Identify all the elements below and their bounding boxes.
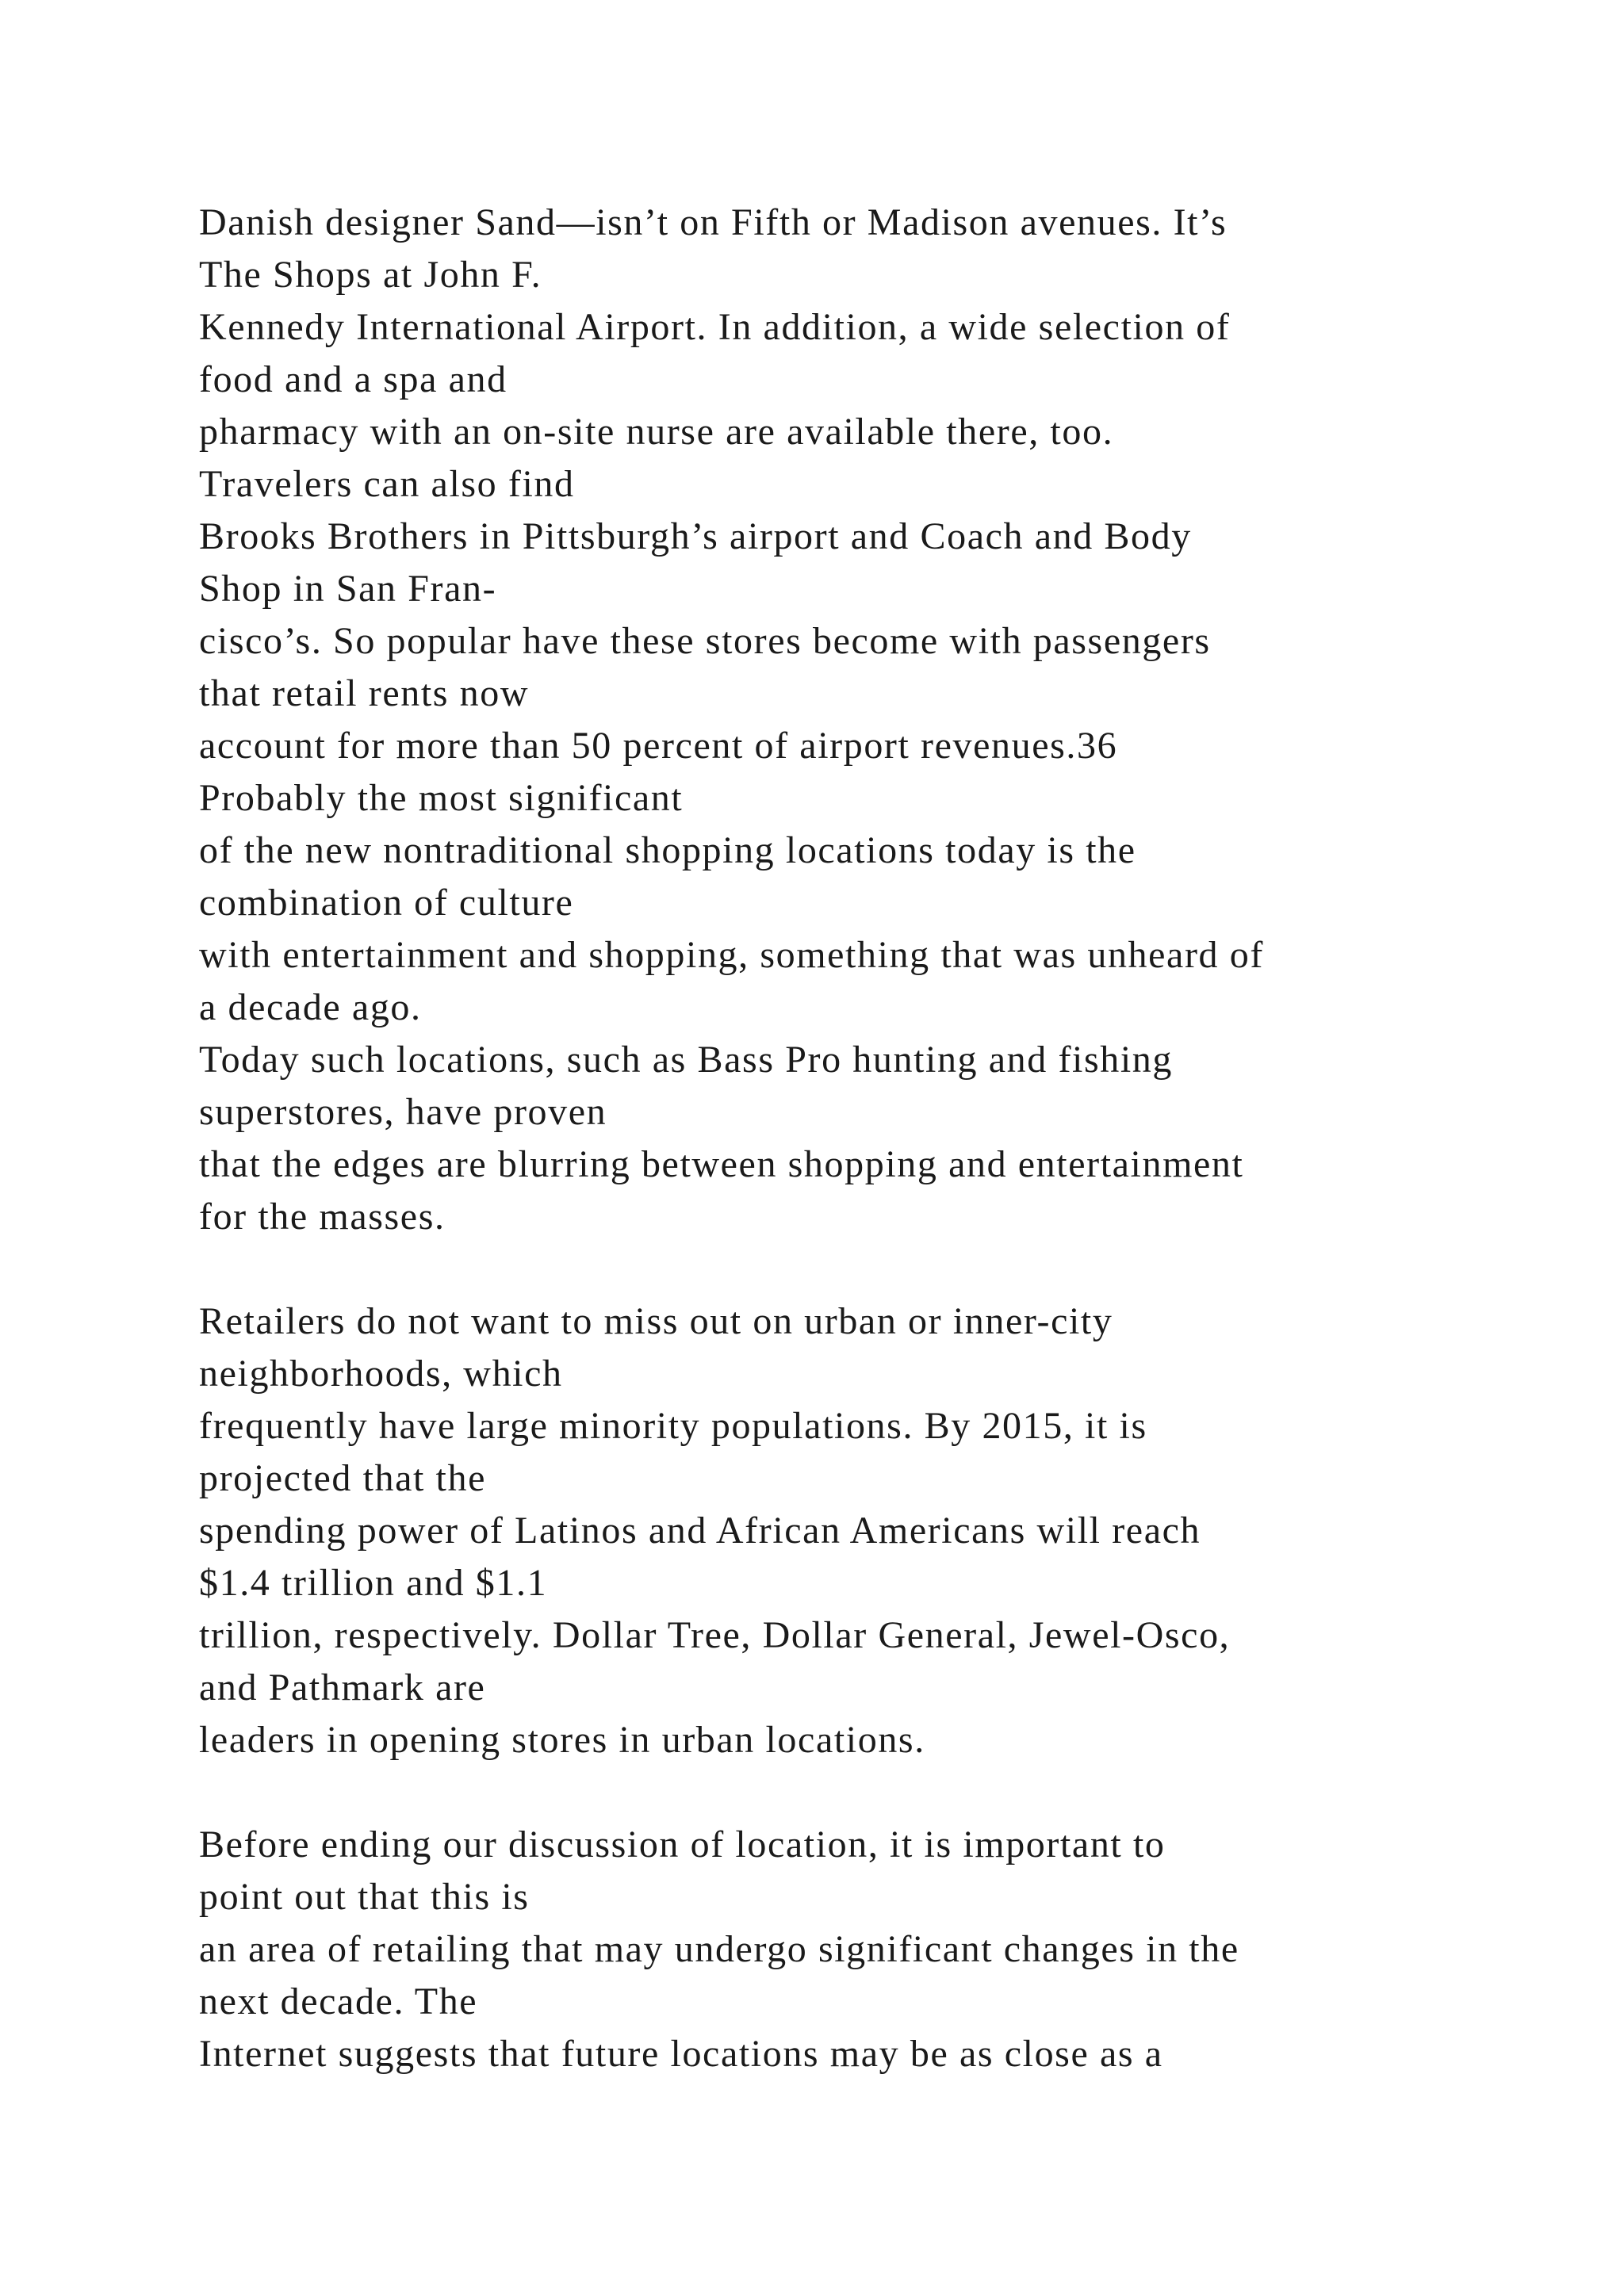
text-line: Kennedy International Airport. In addition, a wide selection of — [199, 306, 1231, 348]
text-line: Travelers can also find — [199, 463, 575, 505]
text-line: point out that this is — [199, 1876, 530, 1918]
paragraph-spacer — [199, 1766, 1500, 1819]
text-line: of the new nontraditional shopping locations today is the — [199, 829, 1136, 871]
text-line: spending power of Latinos and African Americans will reach — [199, 1510, 1201, 1552]
text-line: projected that the — [199, 1457, 486, 1499]
text-line: a decade ago. — [199, 986, 422, 1028]
text-line: Internet suggests that future locations may be as close as a — [199, 2033, 1163, 2075]
text-line: for the masses. — [199, 1196, 446, 1238]
text-line: Before ending our discussion of location, it is important to — [199, 1823, 1166, 1866]
text-line: and Pathmark are — [199, 1667, 486, 1709]
text-line: Shop in San Fran- — [199, 568, 497, 610]
text-line: Retailers do not want to miss out on urban or inner-city — [199, 1300, 1113, 1342]
text-line: next decade. The — [199, 1980, 478, 2022]
text-line: an area of retailing that may undergo significant changes in the — [199, 1928, 1239, 1970]
text-line: Brooks Brothers in Pittsburgh’s airport and Coach and Body — [199, 515, 1192, 557]
text-line: Probably the most significant — [199, 777, 684, 819]
text-line: that retail rents now — [199, 672, 530, 714]
text-line: Today such locations, such as Bass Pro hunting and fishing — [199, 1039, 1173, 1081]
text-line: The Shops at John F. — [199, 254, 542, 296]
document-body — [199, 197, 1500, 2080]
text-line: that the edges are blurring between shopping and entertainment — [199, 1143, 1244, 1185]
paragraph-3 — [199, 1819, 1500, 2080]
text-line: pharmacy with an on-site nurse are available there, too. — [199, 411, 1114, 453]
text-line: account for more than 50 percent of airport revenues.36 — [199, 725, 1118, 767]
text-line: neighborhoods, which — [199, 1353, 563, 1395]
paragraph-2 — [199, 1295, 1500, 1766]
text-line: food and a spa and — [199, 358, 508, 400]
text-line: frequently have large minority populations. By 2015, it is — [199, 1405, 1147, 1447]
paragraph-spacer — [199, 1243, 1500, 1295]
text-line: $1.4 trillion and $1.1 — [199, 1562, 548, 1604]
text-line: superstores, have proven — [199, 1091, 607, 1133]
text-line: leaders in opening stores in urban locations. — [199, 1719, 925, 1761]
paragraph-1 — [199, 197, 1500, 1243]
text-line: Danish designer Sand—isn’t on Fifth or Madison avenues. It’s — [199, 201, 1228, 243]
text-line: cisco’s. So popular have these stores become with passengers — [199, 620, 1211, 662]
text-line: combination of culture — [199, 882, 574, 924]
text-line: with entertainment and shopping, something that was unheard of — [199, 934, 1264, 976]
text-line: trillion, respectively. Dollar Tree, Dollar General, Jewel-Osco, — [199, 1614, 1231, 1656]
